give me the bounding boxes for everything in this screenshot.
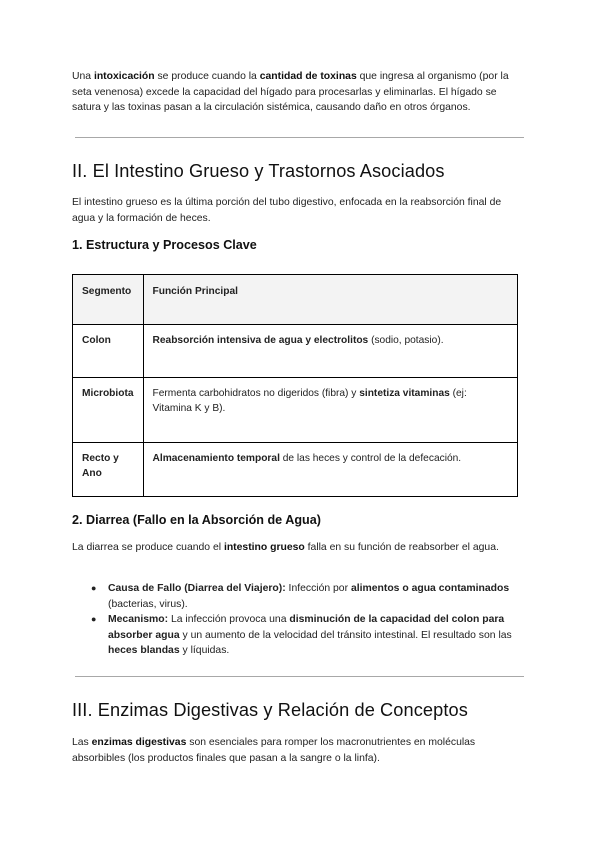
text: se produce cuando la [154,71,260,82]
segments-table [72,274,518,497]
text: Las [72,737,92,748]
bold-term: alimentos o agua contaminados [350,583,510,594]
list-item [91,612,524,659]
intro-paragraph [72,69,527,116]
text: (sodio, potasio). [368,335,444,346]
text: La diarrea se produce cuando el [72,542,224,553]
bold-term: sintetiza vitaminas [359,388,450,399]
segment-cell: Recto y Ano [73,443,144,497]
function-cell [143,378,517,443]
section-heading: III. Enzimas Digestivas y Relación de Conceptos [72,700,468,720]
function-cell [143,325,517,378]
text: y un aumento de la velocidad del tránsito intestinal. El resultado son las [179,629,512,641]
bold-term: heces blandas [108,645,180,657]
section-heading: II. El Intestino Grueso y Trastornos Asociados [72,161,445,181]
function-cell [143,443,517,497]
text: La infección provoca una [168,614,290,626]
text: de las heces y control de la defecación. [279,453,462,464]
segment-cell: Microbiota [73,378,144,443]
table-row [73,325,518,378]
text: Fermenta carbohidratos no digeridos (fibra) y [152,388,360,399]
bold-term: Reabsorción intensiva de agua y electrolitos [152,335,369,346]
text: son esenciales para romper los macronutrientes en moléculas absorbibles (los productos finales que pasan a la sangre o la linfa). [72,737,476,764]
table-header-row [73,275,518,325]
bold-term: Causa de Fallo (Diarrea del Viajero): [108,583,286,594]
subsection-heading: 1. Estructura y Procesos Clave [72,238,257,252]
text: Infección por [285,583,351,594]
table-header-cell: Segmento [73,275,144,325]
bold-term: cantidad de toxinas [259,71,357,82]
bold-term: Mecanismo: [108,614,169,626]
bullet-list [91,581,524,659]
diarrhea-intro [72,540,527,556]
bullet-icon: ● [91,583,97,593]
bold-term: enzimas digestivas [91,737,187,748]
text: que ingresa al organismo (por la seta venenosa) excede la capacidad del hígado para procesarlas y eliminarlas. El hígado se satura y las toxinas pasan a la circulación sistémica, causando daño en otros órganos. [72,71,509,114]
divider [75,137,524,138]
list-item [91,581,524,612]
enzymes-intro [72,735,527,766]
section-intro: El intestino grueso es la última porción del tubo digestivo, enfocada en la reabsorción final de agua y la formación de heces. [72,197,502,224]
bold-term: intestino grueso [223,542,305,553]
text: y líquidas. [179,645,230,657]
divider [75,676,524,677]
table-row [73,378,518,443]
text: (bacterias, virus). [108,598,188,610]
bold-term: disminución de la capacidad del colon para absorber agua [108,614,505,641]
segment-cell: Colon [73,325,144,378]
bold-term: intoxicación [93,71,155,82]
text: Una [72,71,94,82]
table-row [73,443,518,497]
bullet-icon: ● [91,614,97,625]
text: (ej: Vitamina K y B). [152,388,467,414]
bold-term: Almacenamiento temporal [152,453,280,464]
text: falla en su función de reabsorber el agua. [304,542,499,553]
subsection-heading: 2. Diarrea (Fallo en la Absorción de Agua) [72,513,321,527]
table-header-cell: Función Principal [143,275,517,325]
